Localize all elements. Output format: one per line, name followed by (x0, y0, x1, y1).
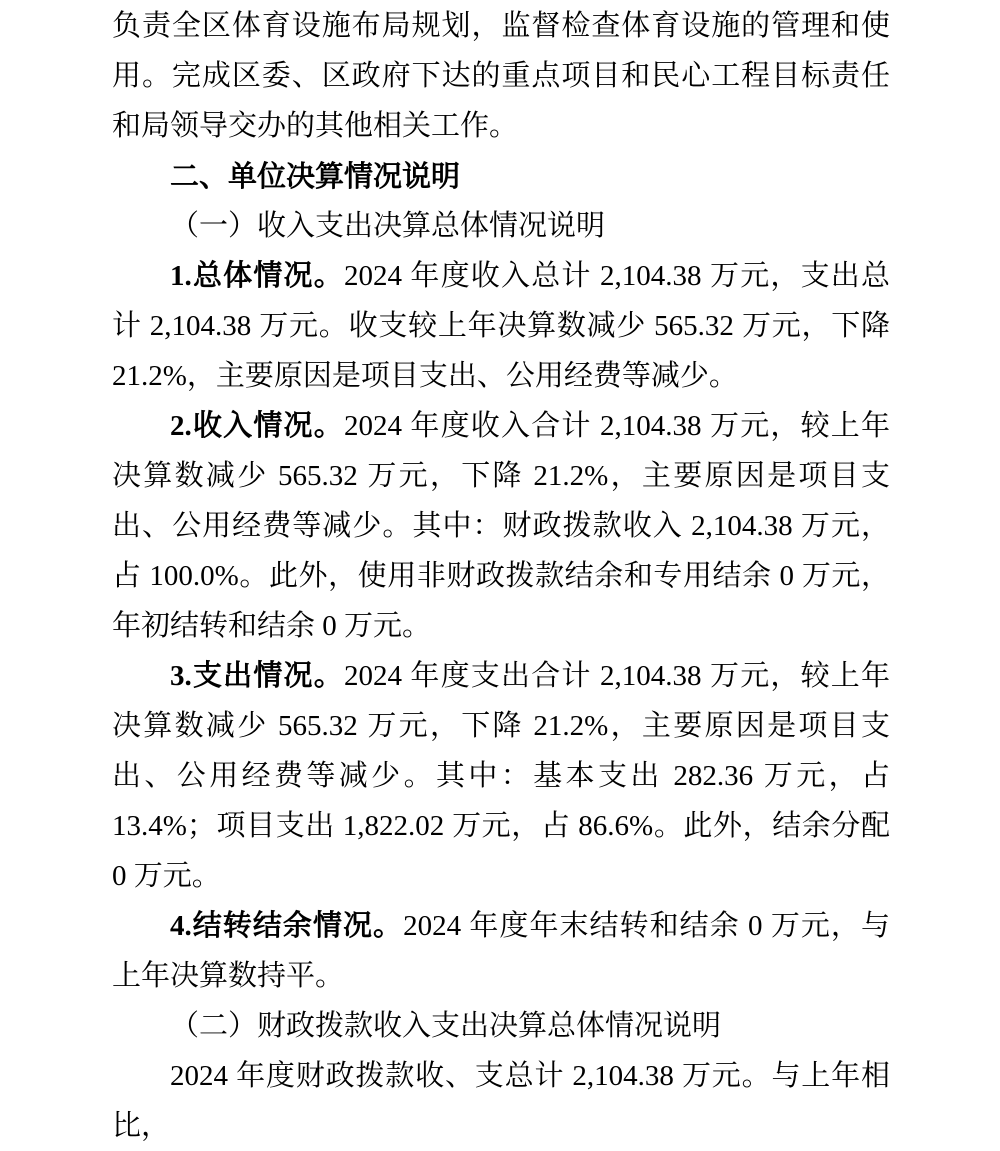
paragraph-lead-income: 2.收入情况。 (170, 410, 344, 442)
paragraph-body-expenditure: 2024 年度支出合计 2,104.38 万元，较上年决算数减少 565.32 万元，下降 21.2%，主要原因是项目支出、公用经费等减少。其中：基本支出 282.36 万元，占 13.4%；项目支出 1,822.02 万元，占 86.6%。此外，结余分配 0 万元。 (112, 660, 890, 892)
subsection-heading-income-expenditure-overview: （一）收入支出决算总体情况说明 (170, 210, 606, 242)
paragraph-lead-overall: 1.总体情况。 (170, 260, 344, 292)
continuation-paragraph: 负责全区体育设施布局规划，监督检查体育设施的管理和使用。完成区委、区政府下达的重点项目和民心工程目标责任和局领导交办的其他相关工作。 (112, 10, 890, 142)
paragraph-carryover-situation (112, 901, 890, 1001)
paragraph-income-situation (112, 401, 890, 651)
paragraph-fiscal-appropriation-total: 2024 年度财政拨款收、支总计 2,104.38 万元。与上年相比， (112, 1060, 890, 1142)
paragraph-expenditure-situation (112, 651, 890, 901)
paragraph-overall-situation (112, 251, 890, 401)
paragraph-body-overall: 2024 年度收入总计 2,104.38 万元，支出总计 2,104.38 万元。收支较上年决算数减少 565.32 万元，下降 21.2%，主要原因是项目支出、公用经费等减少。 (112, 260, 890, 392)
subsection-heading-fiscal-appropriation-overview: （二）财政拨款收入支出决算总体情况说明 (170, 1010, 722, 1042)
paragraph-lead-carryover: 4.结转结余情况。 (170, 910, 404, 942)
paragraph-body-income: 2024 年度收入合计 2,104.38 万元，较上年决算数减少 565.32 万元，下降 21.2%，主要原因是项目支出、公用经费等减少。其中：财政拨款收入 2,104.38 万元，占 100.0%。此外，使用非财政拨款结余和专用结余 0 万元，年初结转和结余 0 万元。 (112, 410, 890, 642)
paragraph-lead-expenditure: 3.支出情况。 (170, 660, 344, 692)
section-heading-unit-final-accounts: 二、单位决算情况说明 (170, 159, 461, 193)
paragraph-body-carryover: 2024 年度年末结转和结余 0 万元，与上年决算数持平。 (112, 910, 890, 992)
